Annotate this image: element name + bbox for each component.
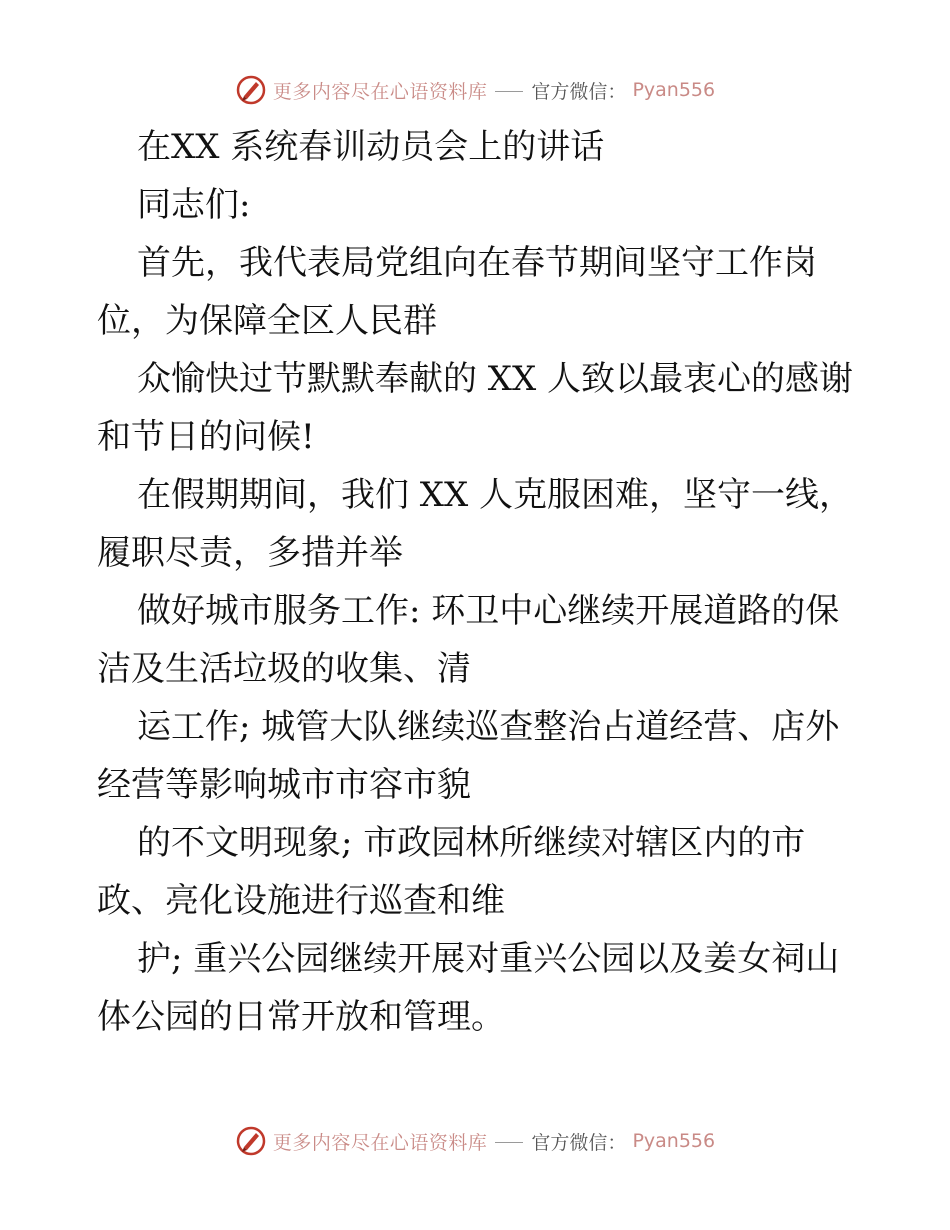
paragraph-line: 政、亮化设施进行巡查和维 <box>97 881 505 921</box>
header-watermark <box>0 70 950 110</box>
watermark-wechat-id: Pyan556 <box>632 1130 716 1152</box>
pen-logo-icon <box>235 74 267 106</box>
salutation: 同志们: <box>137 185 251 225</box>
watermark-site-text: 更多内容尽在心语资料库 <box>272 1131 488 1154</box>
paragraph-line: 经营等影响城市市容市貌 <box>97 765 471 805</box>
watermark-separator <box>495 91 523 92</box>
paragraph-line: 履职尽责，多措并举 <box>97 533 403 573</box>
watermark-wechat-id: Pyan556 <box>632 79 716 101</box>
paragraph-line: 运工作; 城管大队继续巡查整治占道经营、店外 <box>137 707 840 747</box>
watermark-separator <box>495 1142 523 1143</box>
paragraph-line: 洁及生活垃圾的收集、清 <box>97 649 471 689</box>
watermark-wechat-label: 官方微信： <box>531 80 627 103</box>
watermark-site-text: 更多内容尽在心语资料库 <box>272 80 488 103</box>
paragraph-line: 众愉快过节默默奉献的 XX 人致以最衷心的感谢 <box>137 359 854 399</box>
paragraph-line: 体公园的日常开放和管理。 <box>97 997 505 1037</box>
pen-logo-icon <box>235 1125 267 1157</box>
paragraph-line: 首先，我代表局党组向在春节期间坚守工作岗 <box>137 243 817 283</box>
paragraph-line: 做好城市服务工作: 环卫中心继续开展道路的保 <box>137 591 840 631</box>
document-title: 在XX 系统春训动员会上的讲话 <box>137 127 605 167</box>
paragraph-line: 位，为保障全区人民群 <box>97 301 437 341</box>
paragraph-line: 在假期期间，我们 XX 人克服困难，坚守一线， <box>137 475 854 515</box>
paragraph-line: 的不文明现象; 市政园林所继续对辖区内的市 <box>137 823 806 863</box>
footer-watermark <box>0 1121 950 1161</box>
document-body <box>97 118 857 1046</box>
watermark-wechat-label: 官方微信： <box>531 1131 627 1154</box>
paragraph-line: 和节日的问候! <box>97 417 315 457</box>
paragraph-line: 护; 重兴公园继续开展对重兴公园以及姜女祠山 <box>137 939 840 979</box>
